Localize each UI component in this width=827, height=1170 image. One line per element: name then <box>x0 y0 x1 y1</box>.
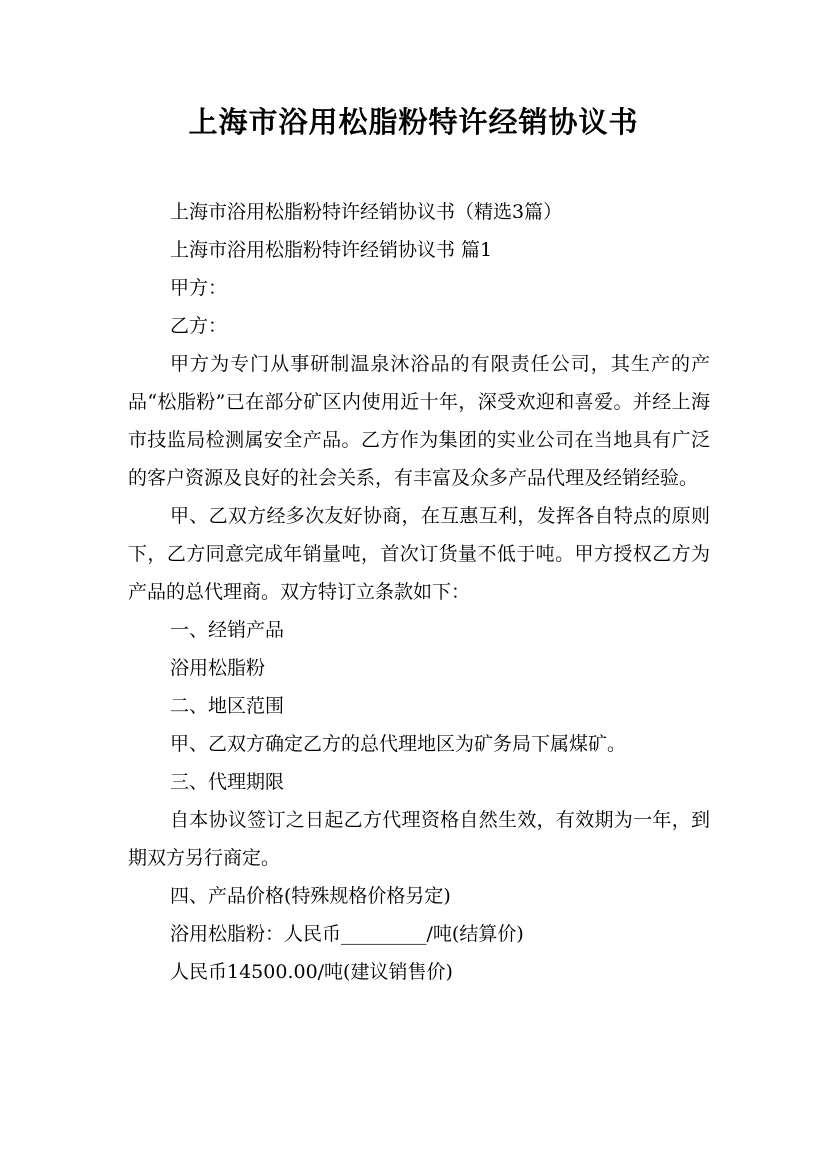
document-title: 上海市浴用松脂粉特许经销协议书 <box>188 105 639 139</box>
clause-text-term: 自本协议签订之日起乙方代理资格自然生效，有效期为一年，到期双方另行商定。 <box>128 809 710 869</box>
party-a-label: 甲方： <box>170 277 228 299</box>
agreement-paragraph: 甲、乙双方经多次友好协商，在互惠互利，发挥各自特点的原则下，乙方同意完成年销量吨，首次订货量不低于吨。甲方授权乙方为产品的总代理商。双方特订立条款如下： <box>128 505 710 603</box>
price-settlement: 浴用松脂粉：人民币_________/吨(结算价) <box>170 923 524 945</box>
clause-text-product: 浴用松脂粉 <box>170 657 266 679</box>
document-body <box>128 193 710 991</box>
clause-heading-price: 四、产品价格(特殊规格价格另定) <box>170 885 451 907</box>
section-title: 上海市浴用松脂粉特许经销协议书 篇1 <box>170 239 493 261</box>
clause-heading-product: 一、经销产品 <box>170 619 285 641</box>
clause-heading-region: 二、地区范围 <box>170 695 285 717</box>
document-subtitle: 上海市浴用松脂粉特许经销协议书（精选3篇） <box>170 201 563 223</box>
clause-heading-term: 三、代理期限 <box>170 771 285 793</box>
clause-text-region: 甲、乙双方确定乙方的总代理地区为矿务局下属煤矿。 <box>170 733 627 755</box>
intro-paragraph: 甲方为专门从事研制温泉沐浴品的有限责任公司，其生产的产品“松脂粉”已在部分矿区内使用近十年，深受欢迎和喜爱。并经上海市技监局检测属安全产品。乙方作为集团的实业公司在当地具有广泛的客户资源及良好的社会关系，有丰富及众多产品代理及经销经验。 <box>128 353 710 489</box>
party-b-label: 乙方： <box>170 315 228 337</box>
price-suggested: 人民币14500.00/吨(建议销售价) <box>170 961 453 983</box>
